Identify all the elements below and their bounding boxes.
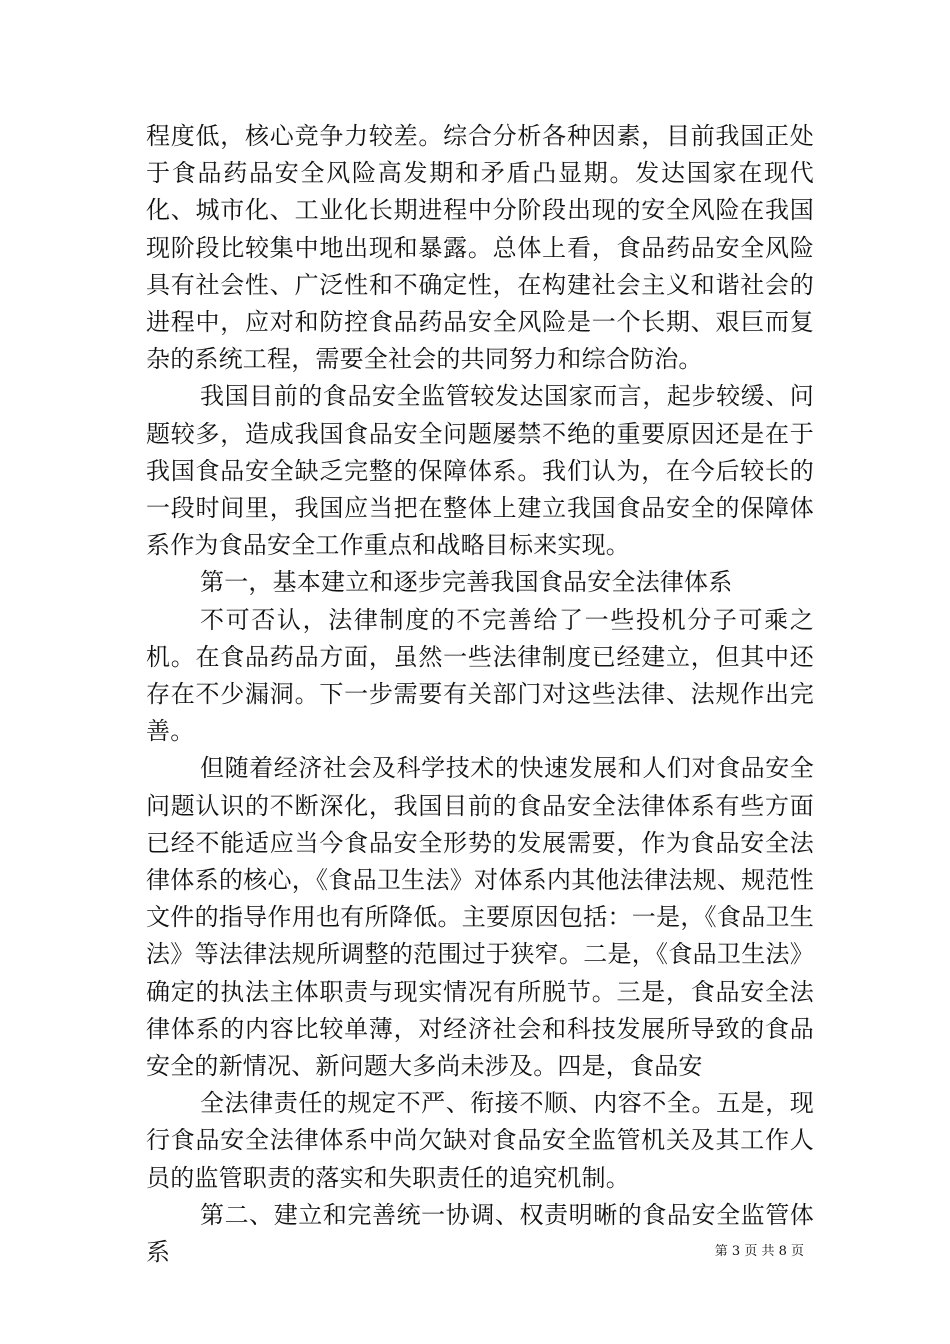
document-body [146, 118, 814, 1271]
page-number-footer: 第 3 页 共 8 页 [714, 1244, 804, 1259]
section-heading-1: 第一，基本建立和逐步完善我国食品安全法律体系 [200, 568, 733, 597]
paragraph-4: 但随着经济社会及科学技术的快速发展和人们对食品安全问题认识的不断深化，我国目前的食品安全法律体系有些方面已经不能适应当今食品安全形势的发展需要，作为食品安全法律体系的核心，《食品卫生法》对体系内其他法律法规、规范性文件的指导作用也有所降低。主要原因包括：一是，《食品卫生法》等法律法规所调整的范围过于狭窄。二是，《食品卫生法》确定的执法主体职责与现实情况有所脱节。三是，食品安全法律体系的内容比较单薄，对经济社会和科技发展所导致的食品安全的新情况、新问题大多尚未涉及。四是，食品安 [146, 754, 814, 1081]
paragraph-1: 程度低，核心竞争力较差。综合分析各种因素，目前我国正处于食品药品安全风险高发期和矛盾凸显期。发达国家在现代化、城市化、工业化长期进程中分阶段出现的安全风险在我国现阶段比较集中地出现和暴露。总体上看，食品药品安全风险具有社会性、广泛性和不确定性，在构建社会主义和谐社会的进程中，应对和防控食品药品安全风险是一个长期、艰巨而复杂的系统工程，需要全社会的共同努力和综合防治。 [146, 122, 814, 374]
paragraph-5: 全法律责任的规定不严、衔接不顺、内容不全。五是，现行食品安全法律体系中尚欠缺对食品安全监管机关及其工作人员的监管职责的落实和失职责任的追究机制。 [146, 1089, 814, 1192]
paragraph-3: 不可否认，法律制度的不完善给了一些投机分子可乘之机。在食品药品方面，虽然一些法律制度已经建立，但其中还存在不少漏洞。下一步需要有关部门对这些法律、法规作出完善。 [146, 605, 814, 746]
paragraph-2: 我国目前的食品安全监管较发达国家而言，起步较缓、问题较多，造成我国食品安全问题屡禁不绝的重要原因还是在于我国食品安全缺乏完整的保障体系。我们认为，在今后较长的一段时间里，我国应当把在整体上建立我国食品安全的保障体系作为食品安全工作重点和战略目标来实现。 [146, 382, 814, 560]
section-heading-2: 第二、建立和完善统一协调、权责明晰的食品安全监管体系 [146, 1200, 814, 1267]
